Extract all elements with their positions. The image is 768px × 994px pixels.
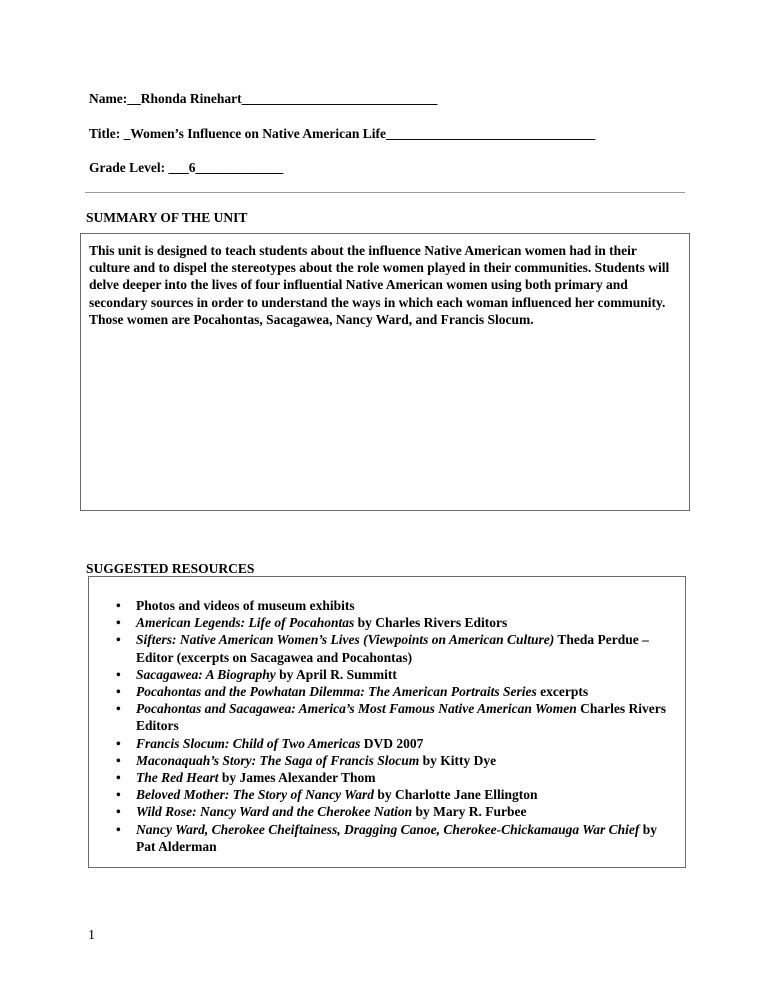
resources-list (116, 597, 671, 855)
resources-box (88, 576, 686, 868)
bullet-icon: • (116, 770, 121, 786)
resource-item (116, 735, 671, 752)
resource-item (116, 683, 671, 700)
resource-detail: Photos and videos of museum exhibits (136, 598, 355, 613)
resource-item (116, 821, 671, 855)
resource-detail: by James Alexander Thom (218, 770, 376, 786)
resource-item (116, 631, 671, 665)
bullet-icon: • (116, 615, 121, 631)
name-line: Name:__Rhonda Rinehart_____________________________ (89, 91, 438, 106)
page-number: 1 (88, 928, 95, 943)
resource-detail: by Kitty Dye (419, 752, 497, 768)
resource-title: American Legends: Life of Pocahontas (136, 615, 355, 631)
resource-detail: excerpts (536, 684, 589, 700)
resource-item (116, 752, 671, 769)
resource-title: Pocahontas and the Powhatan Dilemma: The American Portraits Series (136, 684, 537, 700)
resource-item (116, 666, 671, 683)
resource-title: Sacagawea: A Biography (136, 666, 276, 682)
resource-detail: by April R. Summitt (275, 666, 397, 682)
resource-item (116, 597, 671, 614)
bullet-icon: • (116, 752, 121, 768)
resource-title: Beloved Mother: The Story of Nancy Ward (136, 787, 374, 803)
resource-item (116, 803, 671, 820)
header-divider (85, 192, 685, 193)
resource-detail: by Charles Rivers Editors (354, 615, 508, 631)
resource-title: Francis Slocum: Child of Two Americas (136, 735, 361, 751)
bullet-icon: • (116, 666, 121, 682)
resource-title: Wild Rose: Nancy Ward and the Cherokee Nation (136, 804, 413, 820)
resource-title: The Red Heart (136, 770, 219, 786)
resource-detail: by Charlotte Jane Ellington (373, 787, 538, 803)
summary-text: This unit is designed to teach students about the influence Native American women had in their culture and to dispel the stereotypes about the role women played in their communities. Students will delve deeper into the lives of four influential Native American women using both primary and secondary sources in order to understand the ways in which each woman influenced her community. Those women are Pocahontas, Sacagawea, Nancy Ward, and Francis Slocum. (89, 243, 670, 327)
resource-item (116, 614, 671, 631)
summary-heading: SUMMARY OF THE UNIT (86, 210, 248, 225)
resource-detail: by Pat Alderman (136, 821, 658, 854)
bullet-icon: • (116, 821, 121, 837)
bullet-icon: • (116, 684, 121, 700)
resource-detail: DVD 2007 (360, 735, 424, 751)
resource-title: Pocahontas and Sacagawea: America’s Most Famous Native American Women (136, 701, 577, 717)
resource-item (116, 700, 671, 734)
resource-detail: by Mary R. Furbee (412, 804, 527, 820)
resource-title: Sifters: Native American Women’s Lives (Viewpoints on American Culture) (136, 632, 555, 648)
bullet-icon: • (116, 787, 121, 803)
title-line: Title: _Women’s Influence on Native American Life_______________________________ (89, 126, 596, 141)
bullet-icon: • (116, 701, 121, 717)
resource-item (116, 786, 671, 803)
resource-detail: Theda Perdue – Editor (excerpts on Sacagawea and Pocahontas) (136, 632, 649, 665)
resource-title: Maconaquah’s Story: The Saga of Francis Slocum (136, 752, 420, 768)
bullet-icon: • (116, 598, 121, 613)
resource-item (116, 769, 671, 786)
summary-box (80, 233, 690, 511)
resource-detail: Charles Rivers Editors (136, 701, 667, 734)
resources-heading: SUGGESTED RESOURCES (86, 561, 255, 576)
resource-title: Nancy Ward, Cherokee Cheiftainess, Dragging Canoe, Cherokee-Chickamauga War Chief (136, 821, 640, 837)
bullet-icon: • (116, 735, 121, 751)
bullet-icon: • (116, 804, 121, 820)
grade-level-line: Grade Level: ___6_____________ (89, 160, 284, 175)
bullet-icon: • (116, 632, 121, 648)
